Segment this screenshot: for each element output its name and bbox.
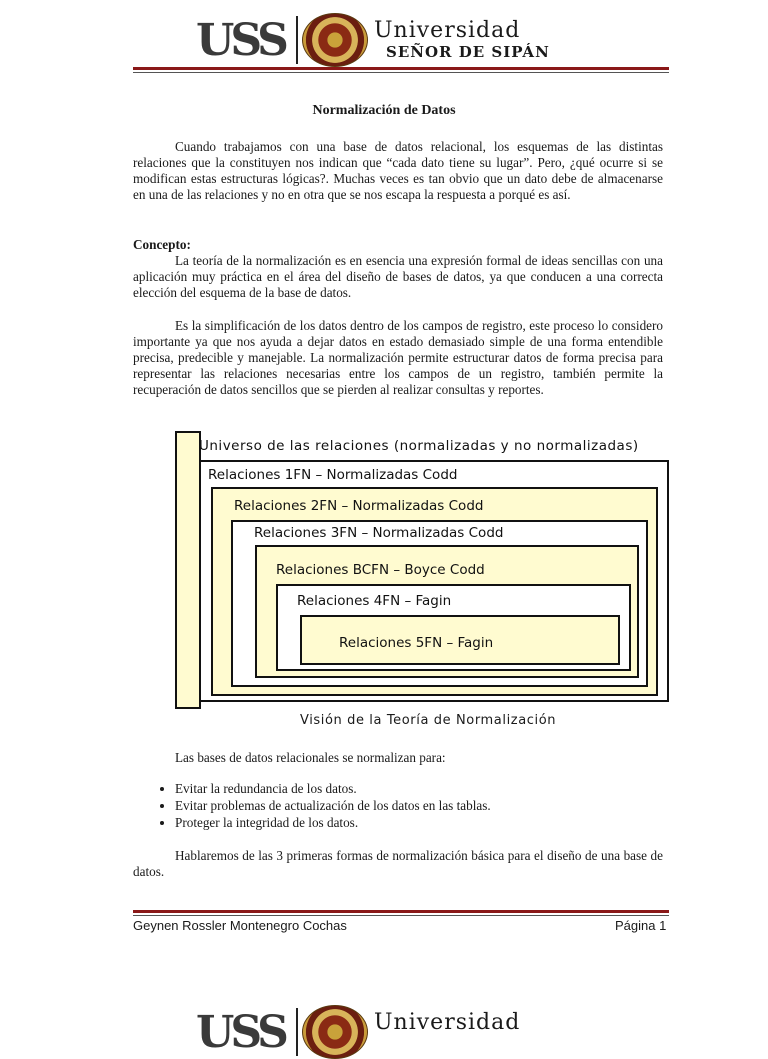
list-intro: Las bases de datos relacionales se normalizan para: (175, 750, 446, 765)
level-2fn-label: Relaciones 2FN – Normalizadas Codd (234, 498, 484, 514)
next-page-header (0, 1000, 768, 1058)
footer-author: Geynen Rossler Montenegro Cochas (133, 918, 347, 933)
intro-paragraph (133, 139, 663, 203)
list-item: • Evitar la redundancia de los datos. (175, 780, 491, 797)
university-seal-icon (302, 1005, 368, 1059)
list-intro-paragraph (133, 750, 663, 766)
uss-logo: USS (196, 15, 285, 66)
footer-rule-thin (133, 915, 669, 916)
simplification-paragraph (133, 318, 663, 398)
header-rule-thick (133, 67, 669, 70)
header-rule-thin (133, 72, 669, 73)
footer-rule-thick (133, 910, 669, 913)
simplification-text: Es la simplificación de los datos dentro de los campos de registro, este proceso lo considero importante ya que nos ayuda a dejar datos en estado demasiado simple de una forma entendible precisa, predecible y manejable. La normalización permite estructurar datos de forma precisa para representar las relaciones necesarias entre los campos de un registro, también permite la recuperación de datos sencillos que se pierden al realizar consultas y reportes. (133, 318, 663, 397)
universe-label: Universo de las relaciones (normalizadas y no normalizadas) (199, 438, 639, 454)
closing-paragraph (133, 848, 663, 880)
closing-text: Hablaremos de las 3 primeras formas de normalización básica para el diseño de una base de datos. (133, 848, 663, 879)
level-4fn-label: Relaciones 4FN – Fagin (297, 593, 452, 609)
level-5fn-label: Relaciones 5FN – Fagin (339, 635, 494, 651)
level-3fn-label: Relaciones 3FN – Normalizadas Codd (254, 525, 504, 541)
universe-box (175, 431, 201, 709)
level-bcfn-label: Relaciones BCFN – Boyce Codd (276, 562, 485, 578)
document-title: Normalización de Datos (312, 103, 456, 118)
header-divider (296, 1008, 298, 1056)
university-name: Universidad (374, 1010, 521, 1035)
concept-section (133, 237, 663, 301)
level-1fn-label: Relaciones 1FN – Normalizadas Codd (208, 467, 458, 483)
intro-text: Cuando trabajamos con una base de datos relacional, los esquemas de las distintas relaciones que la constituyen nos indican que “cada dato tiene su lugar”. Pero, ¿qué ocurre si se modifican estas estructuras lógicas?. Muchas veces es tan obvio que un dato debe de almacenarse en una de las relaciones y no en otra que se nos escapa la respuesta a porqué es así. (133, 139, 663, 202)
list-item: • Evitar problemas de actualización de los datos en las tablas. (175, 797, 491, 814)
normalization-goals-list (133, 780, 491, 831)
university-seal-icon (302, 13, 368, 67)
header-divider (296, 16, 298, 64)
university-name: Universidad (374, 18, 521, 43)
concept-text: La teoría de la normalización es en esencia una expresión formal de ideas sencillas con una aplicación muy práctica en el área del diseño de bases de datos, ya que conducen a una correcta elección del esquema de la base de datos. (133, 253, 663, 300)
footer-page-number: Página 1 (615, 918, 667, 933)
list-item: • Proteger la integridad de los datos. (175, 814, 491, 831)
diagram-caption: Visión de la Teoría de Normalización (300, 713, 557, 728)
concept-label: Concepto: (133, 237, 191, 252)
university-subtitle: SEÑOR DE SIPÁN (386, 43, 550, 61)
uss-logo: USS (196, 1007, 285, 1058)
